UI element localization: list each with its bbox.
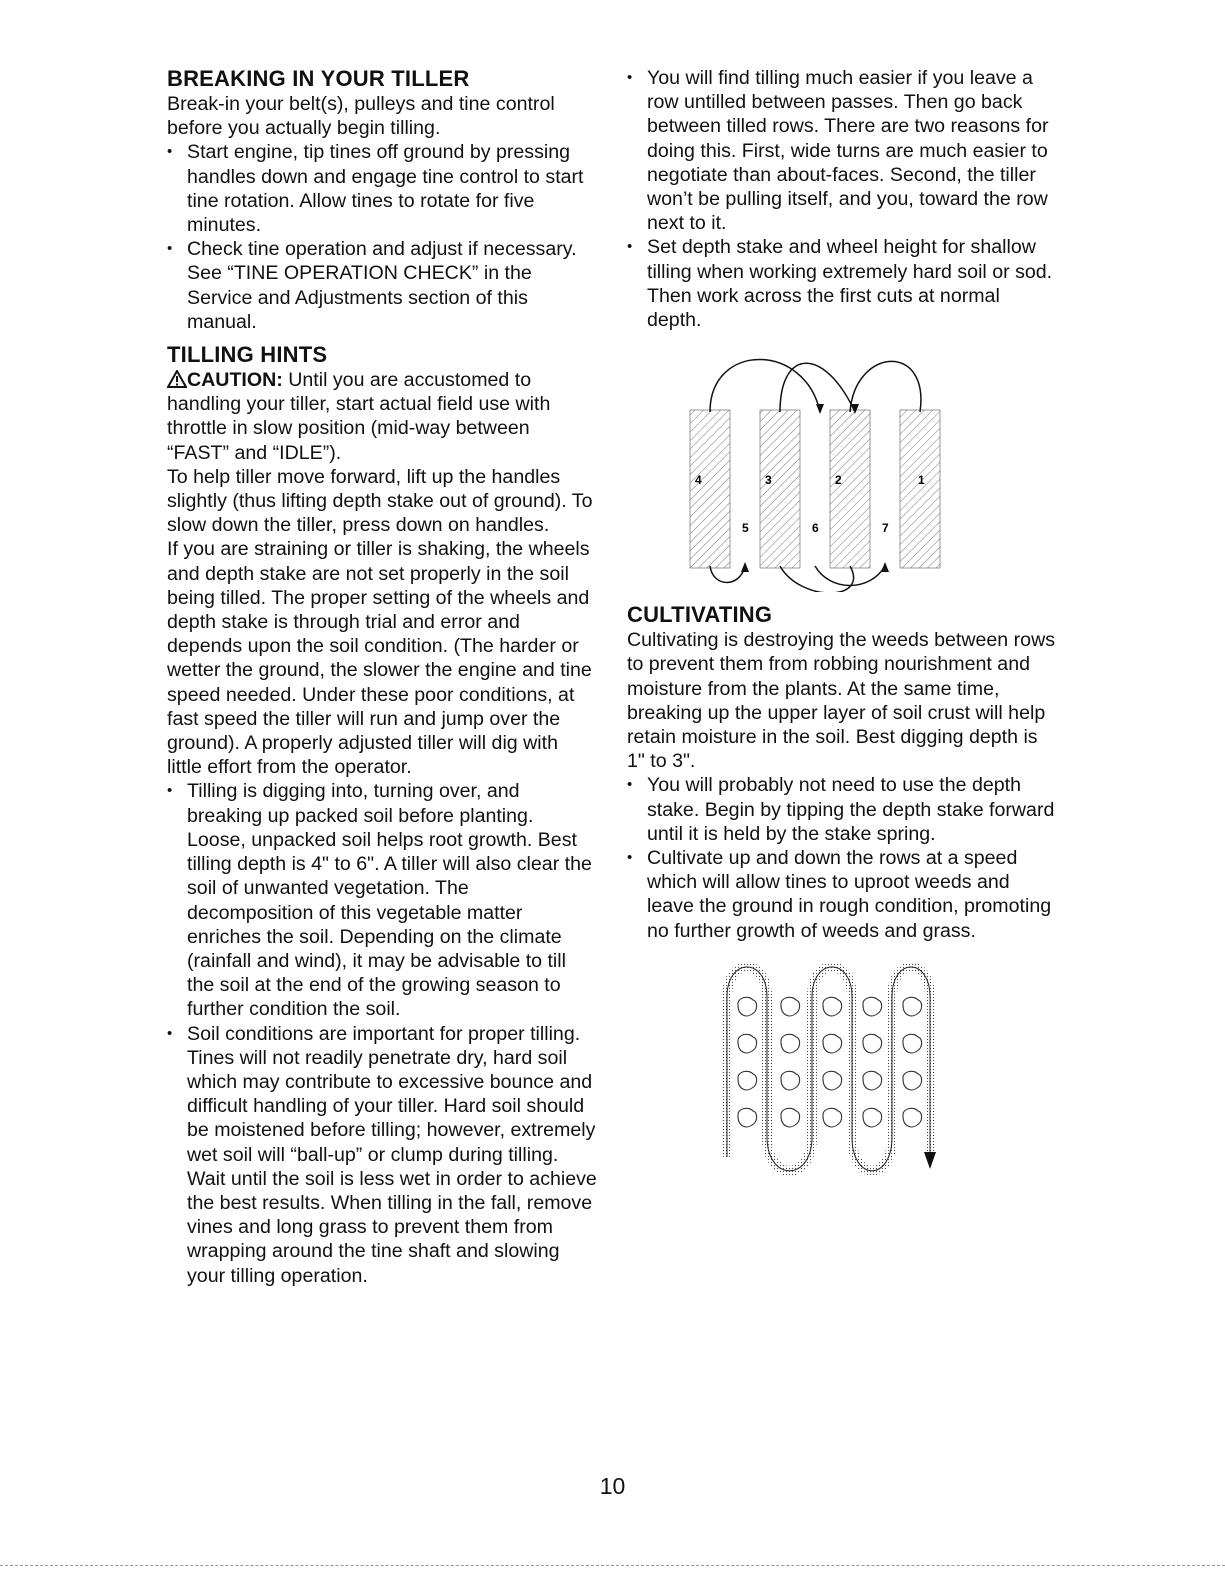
list-item: • You will find tilling much easier if you leave a row untilled between passes. Then go back between tilled rows. There are two reasons for doing this. First, wide turns are much easier to negotiate than about-faces. Second, the tiller won’t be pulling itself, and you, toward the row next to it. (627, 66, 1057, 235)
hints-bullet-list (167, 779, 597, 1287)
bottom-divider (0, 1565, 1225, 1566)
heading-breaking-in: BREAKING IN YOUR TILLER (167, 66, 470, 91)
list-item: • You will probably not need to use the depth stake. Begin by tipping the depth stake forward until it is held by the stake spring. (627, 773, 1057, 846)
warning-triangle-icon (167, 370, 187, 388)
turn-arc (850, 362, 921, 413)
list-item: • Start engine, tip tines off ground by pressing handles down and engage tine control to start tine rotation. Allow tines to rotate for five minutes. (167, 140, 597, 237)
list-item: • Check tine operation and adjust if necessary. See “TINE OPERATION CHECK” in the Service and Adjustments section of this manual. (167, 237, 597, 334)
tilled-row (830, 410, 870, 568)
gap-number: 5 (742, 521, 749, 536)
tilling-pattern-diagram (685, 352, 955, 592)
tilled-row (760, 410, 800, 568)
row-number: 2 (835, 473, 842, 488)
right-column (627, 66, 1057, 1187)
caution-label: CAUTION: (187, 369, 283, 392)
heading-tilling-hints: TILLING HINTS (167, 342, 328, 368)
gap-number: 6 (812, 521, 819, 536)
arrow-head (924, 1152, 936, 1169)
gap-number: 7 (882, 521, 889, 536)
turn-arc (815, 566, 885, 586)
list-item: • Soil conditions are important for proper tilling. Tines will not readily penetrate dry, hard soil which may contribute to excessive bounce and difficult handling of your tiller. Hard soil should be moistened before tilling; however, extremely wet soil will “ball-up” or clump during tilling. Wait until the soil is less wet in order to achieve the best results. When tilling in the fall, remove vines and long grass to prevent them from wrapping around the tine shaft and slowing your tilling operation. (167, 1022, 597, 1288)
arrow-head (881, 562, 889, 572)
tilled-row (690, 410, 730, 568)
heading-cultivating: CULTIVATING (627, 602, 773, 628)
tilling-bullet-list (627, 66, 1057, 332)
row-number: 1 (918, 473, 925, 488)
turn-arc (710, 566, 745, 583)
page-number: 10 (599, 1473, 626, 1499)
breaking-intro: Break-in your belt(s), pulleys and tine control before you actually begin tilling. (167, 93, 555, 140)
caution-text: Until you are accustomed to handling your tiller, start actual field use with throttle in slow position (mid-way between “FAST” and “IDLE”). (167, 369, 551, 464)
row-number: 4 (695, 473, 702, 488)
arrow-head (741, 562, 749, 572)
list-item: • Tilling is digging into, turning over, and breaking up packed soil before planting. Loose, unpacked soil helps root growth. Best tilling depth is 4" to 6". A tiller will also clear the soil of unwanted vegetation. The decomposition of this vegetable matter enriches the soil. Depending on the climate (rainfall and wind), it may be advisable to till the soil at the end of the growing season to further condition the soil. (167, 779, 597, 1021)
list-item: • Cultivate up and down the rows at a speed which will allow tines to uproot weeds and leave the ground in rough condition, promoting no further growth of weeds and grass. (627, 846, 1057, 943)
breaking-bullet-list (167, 140, 597, 334)
left-column (167, 66, 597, 1288)
list-item: • Set depth stake and wheel height for shallow tilling when working extremely hard soil or sod. Then work across the first cuts at normal depth. (627, 235, 1057, 332)
turn-arc (710, 360, 820, 413)
cultivating-intro: Cultivating is destroying the weeds between rows to prevent them from robbing nourishment and moisture from the plants. At the same time, breaking up the upper layer of soil crust will help retain moisture in the soil. Best digging depth is 1" to 3". (627, 629, 1056, 773)
cultivating-pattern-diagram (722, 957, 937, 1187)
cultivating-bullet-list (627, 773, 1057, 942)
forward-paragraph: To help tiller move forward, lift up the handles slightly (thus lifting depth stake out of ground). To slow down the tiller, press down on handles. (167, 465, 593, 537)
caution-paragraph (167, 368, 597, 465)
arrow-head (816, 404, 824, 414)
row-number: 3 (765, 473, 772, 488)
straining-paragraph: If you are straining or tiller is shaking, the wheels and depth stake are not set properly in the soil being tilled. The proper setting of the wheels and depth stake is through trial and error and depends upon the soil condition. (The harder or wetter the ground, the slower the engine and tine speed needed. Under these poor conditions, at fast speed the tiller will run and jump over the ground). A properly adjusted tiller will dig with little effort from the operator. (167, 538, 592, 779)
tilled-row (900, 410, 940, 568)
